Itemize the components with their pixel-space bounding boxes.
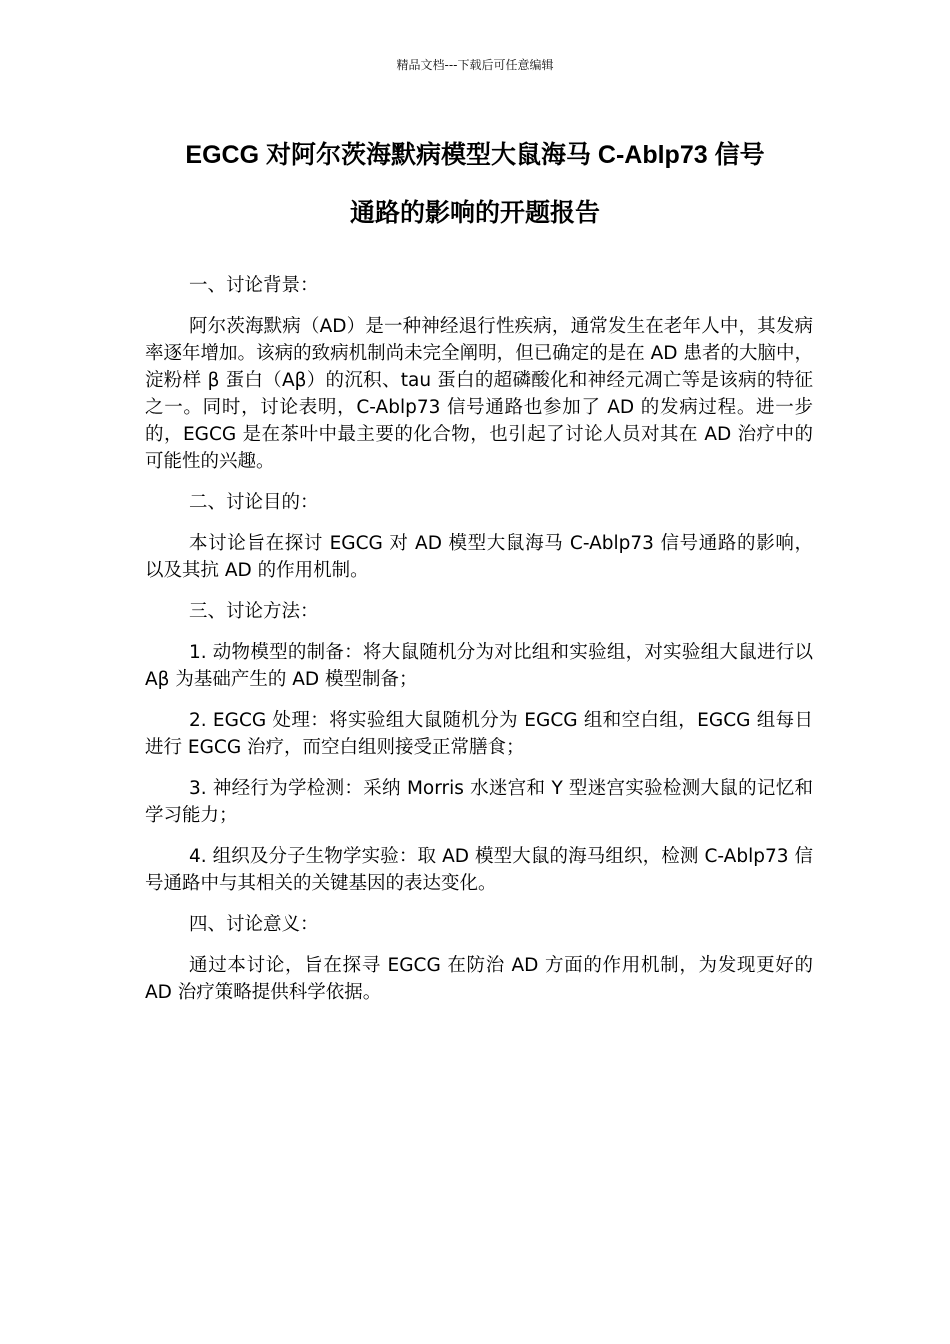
method-item-2: 2. EGCG 处理：将实验组大鼠随机分为 EGCG 组和空白组，EGCG 组每日进行 EGCG 治疗，而空白组则接受正常膳食；	[145, 710, 813, 758]
section-heading-significance: 四、讨论意义：	[189, 914, 319, 935]
page-header: 精品文档---下载后可任意编辑	[396, 58, 554, 72]
section-heading-background: 一、讨论背景：	[189, 275, 319, 296]
method-item-1: 1. 动物模型的制备：将大鼠随机分为对比组和实验组，对实验组大鼠进行以 Aβ 为基础产生的 AD 模型制备；	[145, 642, 813, 690]
document-body	[145, 272, 813, 1020]
method-item-4: 4. 组织及分子生物学实验：取 AD 模型大鼠的海马组织，检测 C-Ablp73 信号通路中与其相关的关键基因的表达变化。	[145, 846, 813, 894]
title-line-1: EGCG 对阿尔茨海默病模型大鼠海马 C-Ablp73 信号	[185, 141, 765, 169]
document-title	[110, 136, 840, 232]
section-heading-methods: 三、讨论方法：	[189, 601, 319, 622]
title-line-2: 通路的影响的开题报告	[349, 199, 600, 227]
purpose-paragraph: 本讨论旨在探讨 EGCG 对 AD 模型大鼠海马 C-Ablp73 信号通路的影响，以及其抗 AD 的作用机制。	[145, 533, 813, 581]
significance-paragraph: 通过本讨论，旨在探寻 EGCG 在防治 AD 方面的作用机制，为发现更好的 AD 治疗策略提供科学依据。	[145, 955, 813, 1003]
method-item-3: 3. 神经行为学检测：采纳 Morris 水迷宫和 Y 型迷宫实验检测大鼠的记忆和学习能力；	[145, 778, 813, 826]
background-paragraph: 阿尔茨海默病（AD）是一种神经退行性疾病，通常发生在老年人中，其发病率逐年增加。该病的致病机制尚未完全阐明，但已确定的是在 AD 患者的大脑中，淀粉样 β 蛋白（Aβ）的沉积、tau 蛋白的超磷酸化和神经元凋亡等是该病的特征之一。同时，讨论表明，C-Ablp73 信号通路也参加了 AD 的发病过程。进一步的，EGCG 是在茶叶中最主要的化合物，也引起了讨论人员对其在 AD 治疗中的可能性的兴趣。	[145, 316, 813, 472]
section-heading-purpose: 二、讨论目的：	[189, 492, 319, 513]
